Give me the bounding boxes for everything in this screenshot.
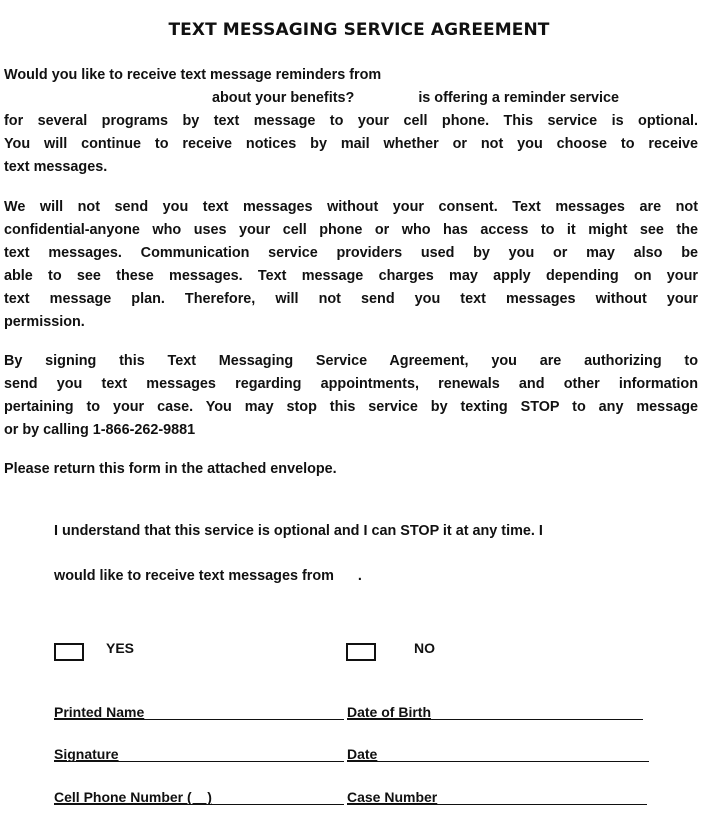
paragraph-line: You will continue to receive notices by mail whether or not you choose to receive xyxy=(4,136,698,152)
printed-name-label: Printed Name xyxy=(54,704,145,720)
yes-checkbox[interactable] xyxy=(54,643,84,661)
date-of-birth-label: Date of Birth xyxy=(347,704,431,720)
benefits-phrase: about your benefits? is offering a reminder service xyxy=(212,90,620,106)
paragraph-line: or by calling 1-866-262-9881 xyxy=(4,422,196,438)
paragraph-line xyxy=(4,87,698,110)
intro-paragraph xyxy=(4,64,698,179)
authorization-paragraph xyxy=(4,350,698,442)
printed-name-input[interactable] xyxy=(54,719,344,720)
paragraph-line: text messages. xyxy=(4,159,108,175)
paragraph-line: for several programs by text message to your cell phone. This service is optional. xyxy=(4,113,698,129)
paragraph-line: permission. xyxy=(4,314,85,330)
case-number-label: Case Number xyxy=(347,789,438,805)
signature-label: Signature xyxy=(54,746,119,762)
paragraph-line: text messages. Communication service providers used by you or may also be xyxy=(4,245,698,261)
privacy-paragraph xyxy=(4,196,698,334)
date-input[interactable] xyxy=(347,761,649,762)
paragraph-line: Would you like to receive text message reminders from xyxy=(4,67,382,83)
no-checkbox[interactable] xyxy=(346,643,376,661)
paragraph-line: By signing this Text Messaging Service Agreement, you are authorizing to xyxy=(4,353,698,369)
paragraph-line: confidential-anyone who uses your cell phone or who has access to it might see the xyxy=(4,222,698,238)
case-number-input[interactable] xyxy=(347,804,647,805)
no-label: NO xyxy=(414,640,435,656)
yes-label: YES xyxy=(106,640,135,656)
paragraph-line: able to see these messages. Text message charges may apply depending on your xyxy=(4,268,698,284)
paragraph-line: text message plan. Therefore, will not send you text messages without your xyxy=(4,291,698,307)
paragraph-line: We will not send you text messages without your consent. Text messages are not xyxy=(4,199,698,215)
signature-input[interactable] xyxy=(54,761,344,762)
consent-statement-line2: would like to receive text messages from . xyxy=(54,568,362,584)
paragraph-line: pertaining to your case. You may stop this service by texting STOP to any message xyxy=(4,399,698,415)
date-label: Date xyxy=(347,746,378,762)
cell-phone-input[interactable] xyxy=(54,804,344,805)
paragraph-line: Please return this form in the attached envelope. xyxy=(4,461,337,477)
document-title: TEXT MESSAGING SERVICE AGREEMENT xyxy=(168,20,550,40)
date-of-birth-input[interactable] xyxy=(347,719,643,720)
paragraph-line: send you text messages regarding appointments, renewals and other information xyxy=(4,376,698,392)
consent-statement-line1: I understand that this service is optional and I can STOP it at any time. I xyxy=(54,523,543,539)
return-instruction xyxy=(4,458,698,481)
cell-phone-label: Cell Phone Number ( ) xyxy=(54,789,212,805)
